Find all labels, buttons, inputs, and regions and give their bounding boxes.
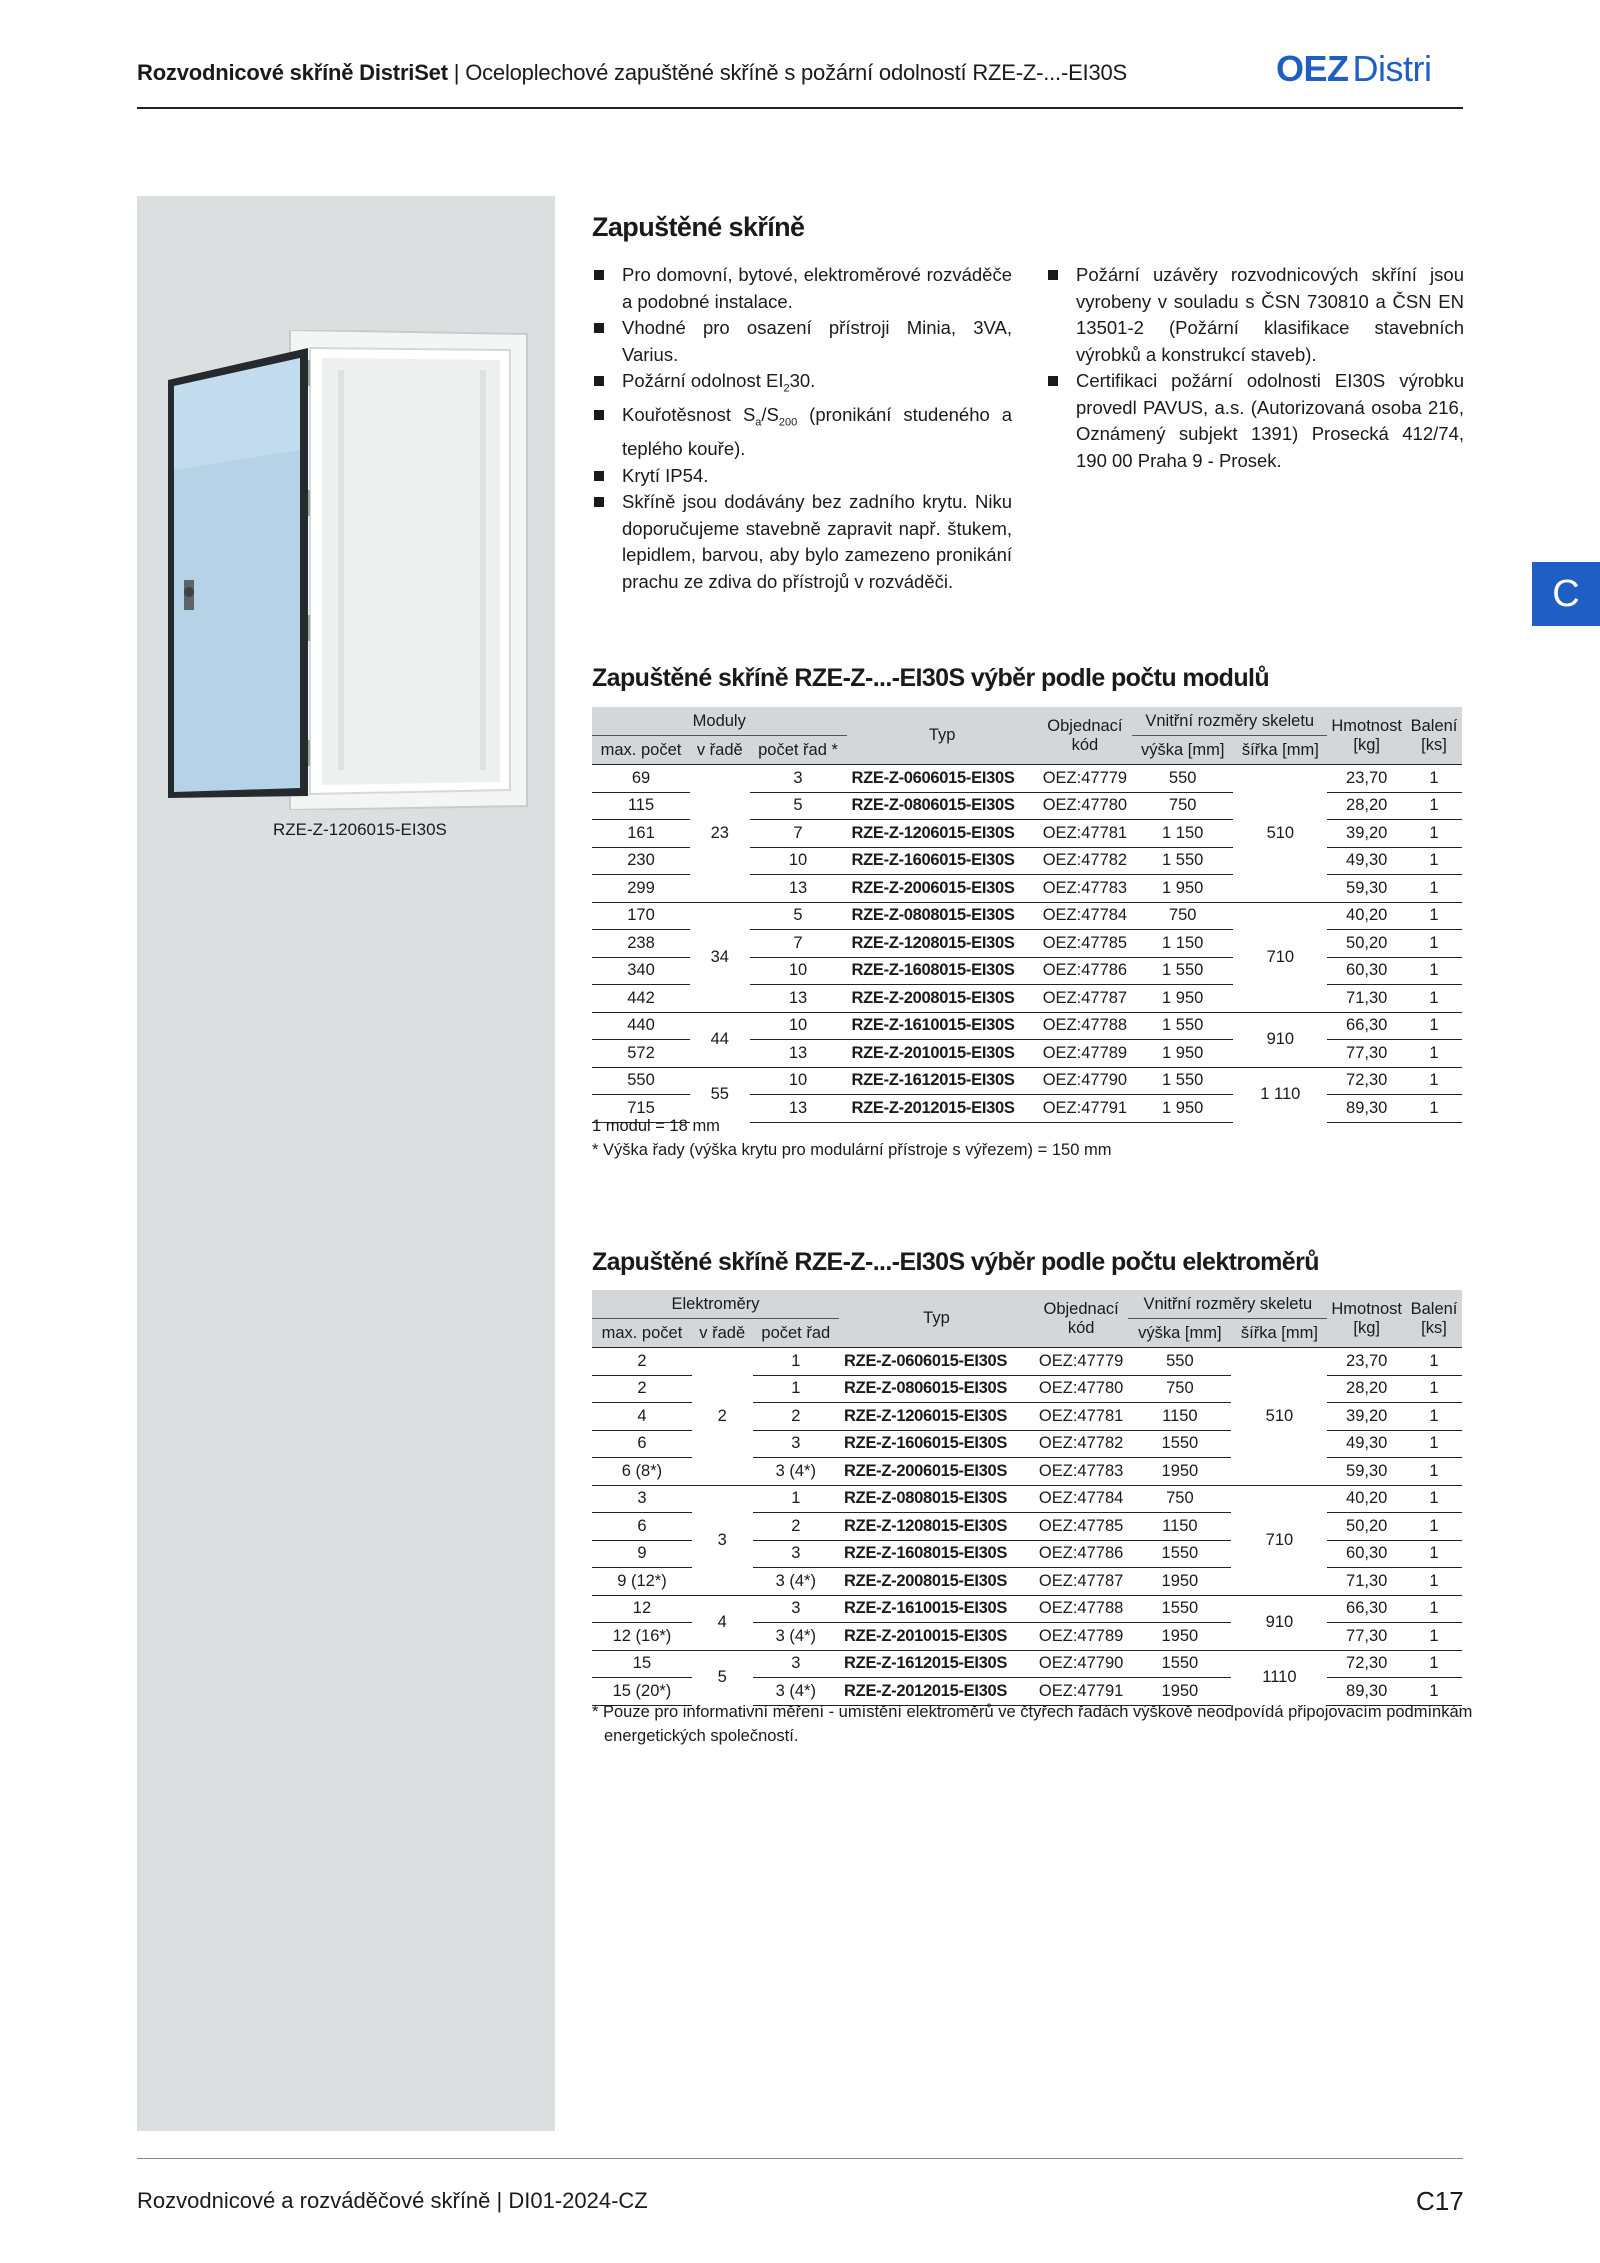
page-header <box>137 60 1127 86</box>
logo-main: OEZ <box>1276 48 1349 89</box>
cabinet-image <box>162 330 532 810</box>
cell-max-count: 4 <box>592 1403 692 1431</box>
cell-row-count: 1 <box>753 1485 839 1513</box>
cell-weight: 28,20 <box>1327 1375 1406 1403</box>
cell-package: 1 <box>1406 792 1462 820</box>
cell-per-row: 5 <box>692 1650 753 1705</box>
bullet-item: Krytí IP54. <box>592 463 1012 490</box>
cell-row-count: 13 <box>750 985 847 1013</box>
cell-row-count: 13 <box>750 1040 847 1068</box>
cell-order-code: OEZ:47785 <box>1038 930 1132 958</box>
cell-order-code: OEZ:47786 <box>1038 957 1132 985</box>
cell-height: 1 150 <box>1132 930 1233 958</box>
cell-height: 1550 <box>1128 1430 1231 1458</box>
cell-max-count: 69 <box>592 765 690 793</box>
cell-row-count: 13 <box>750 875 847 903</box>
cell-weight: 50,20 <box>1327 1513 1406 1541</box>
cell-height: 1150 <box>1128 1513 1231 1541</box>
cell-order-code: OEZ:47788 <box>1038 1012 1132 1040</box>
cell-type: RZE-Z-1208015-EI30S <box>839 1513 1034 1541</box>
cell-order-code: OEZ:47780 <box>1038 792 1132 820</box>
cell-weight: 59,30 <box>1327 1458 1406 1486</box>
cell-weight: 72,30 <box>1327 1650 1406 1678</box>
cell-package: 1 <box>1406 875 1462 903</box>
cell-weight: 28,20 <box>1327 792 1406 820</box>
cell-max-count: 12 <box>592 1595 692 1623</box>
header-row-count: počet řad * <box>750 736 847 765</box>
header-order-code: Objednací kód <box>1034 1290 1128 1348</box>
cell-weight: 23,70 <box>1327 765 1406 793</box>
cell-row-count: 3 <box>750 765 847 793</box>
cell-height: 1 550 <box>1132 957 1233 985</box>
cell-max-count: 170 <box>592 902 690 930</box>
header-max-count: max. počet <box>592 736 690 765</box>
cell-order-code: OEZ:47788 <box>1034 1595 1128 1623</box>
cell-type: RZE-Z-0606015-EI30S <box>839 1348 1034 1376</box>
bullet-item: Pro domovní, bytové, elektroměrové rozváděče a podobné instalace. <box>592 262 1012 315</box>
cell-max-count: 6 <box>592 1430 692 1458</box>
cell-weight: 66,30 <box>1327 1595 1406 1623</box>
cell-order-code: OEZ:47790 <box>1034 1650 1128 1678</box>
cell-type: RZE-Z-2012015-EI30S <box>847 1095 1038 1123</box>
bullet-item: Certifikaci požární odolnosti EI30S výrobku provedl PAVUS, a.s. (Autorizovaná osoba 216, Oznámený subjekt 1391) Prosecká 412/74, 190 00 Praha 9 - Prosek. <box>1046 368 1464 474</box>
oez-distri-logo <box>1276 48 1432 90</box>
cell-package: 1 <box>1406 1403 1462 1431</box>
cell-row-count: 3 (4*) <box>753 1623 839 1651</box>
cell-per-row: 55 <box>690 1067 750 1122</box>
header-weight: Hmotnost [kg] <box>1327 707 1406 765</box>
cell-width: 1 110 <box>1233 1067 1327 1122</box>
cell-width: 510 <box>1231 1348 1327 1486</box>
cell-height: 1 550 <box>1132 1012 1233 1040</box>
smoke-suffix: (pronikání studeného a teplého kouře). <box>622 404 1012 460</box>
header-row-count: počet řad <box>753 1319 839 1348</box>
fire-suffix: 30. <box>789 370 816 391</box>
cell-type: RZE-Z-1612015-EI30S <box>839 1650 1034 1678</box>
cell-height: 1550 <box>1128 1595 1231 1623</box>
table-row <box>592 1650 1462 1678</box>
cell-max-count: 442 <box>592 985 690 1013</box>
cell-row-count: 3 (4*) <box>753 1458 839 1486</box>
intro-bullets-right <box>1046 262 1464 474</box>
cell-max-count: 550 <box>592 1067 690 1095</box>
cell-max-count: 572 <box>592 1040 690 1068</box>
cell-order-code: OEZ:47784 <box>1034 1485 1128 1513</box>
cell-max-count: 2 <box>592 1348 692 1376</box>
intro-bullets-left <box>592 262 1012 595</box>
table-row <box>592 902 1462 930</box>
table1-title: Zapuštěné skříně RZE-Z-...-EI30S výběr podle počtu modulů <box>592 664 1270 692</box>
cell-type: RZE-Z-2006015-EI30S <box>847 875 1038 903</box>
cell-type: RZE-Z-0808015-EI30S <box>847 902 1038 930</box>
cell-package: 1 <box>1406 1348 1462 1376</box>
header-series: Rozvodnicové skříně DistriSet <box>137 60 448 85</box>
cell-type: RZE-Z-0606015-EI30S <box>847 765 1038 793</box>
cell-max-count: 340 <box>592 957 690 985</box>
cell-row-count: 2 <box>753 1513 839 1541</box>
cell-max-count: 115 <box>592 792 690 820</box>
smoke-sub-a: a <box>755 416 762 429</box>
cell-row-count: 2 <box>753 1403 839 1431</box>
cell-type: RZE-Z-2006015-EI30S <box>839 1458 1034 1486</box>
cell-package: 1 <box>1406 985 1462 1013</box>
cell-height: 550 <box>1132 765 1233 793</box>
cell-package: 1 <box>1406 1458 1462 1486</box>
cell-row-count: 7 <box>750 930 847 958</box>
table-note: energetických společností. <box>604 1727 799 1745</box>
cell-type: RZE-Z-0808015-EI30S <box>839 1485 1034 1513</box>
cell-weight: 89,30 <box>1327 1095 1406 1123</box>
header-per-row: v řadě <box>690 736 750 765</box>
cell-weight: 40,20 <box>1327 1485 1406 1513</box>
cell-order-code: OEZ:47782 <box>1034 1430 1128 1458</box>
cell-order-code: OEZ:47787 <box>1034 1568 1128 1596</box>
cell-order-code: OEZ:47779 <box>1038 765 1132 793</box>
cell-height: 1 950 <box>1132 1095 1233 1123</box>
cell-package: 1 <box>1406 902 1462 930</box>
table-row <box>592 765 1462 793</box>
footer-text: Rozvodnicové a rozváděčové skříně | DI01-2024-CZ <box>137 2188 648 2213</box>
cell-type: RZE-Z-1206015-EI30S <box>847 820 1038 848</box>
cell-weight: 77,30 <box>1327 1623 1406 1651</box>
cell-per-row: 2 <box>692 1348 753 1486</box>
fire-sub: 2 <box>783 382 790 395</box>
cell-height: 750 <box>1128 1375 1231 1403</box>
cell-type: RZE-Z-1606015-EI30S <box>847 847 1038 875</box>
cell-package: 1 <box>1406 1012 1462 1040</box>
cell-weight: 40,20 <box>1327 902 1406 930</box>
cell-height: 1 950 <box>1132 1040 1233 1068</box>
cell-package: 1 <box>1406 957 1462 985</box>
cell-row-count: 3 <box>753 1595 839 1623</box>
cell-order-code: OEZ:47783 <box>1034 1458 1128 1486</box>
cell-package: 1 <box>1406 1375 1462 1403</box>
cell-weight: 39,20 <box>1327 820 1406 848</box>
cell-type: RZE-Z-1610015-EI30S <box>839 1595 1034 1623</box>
cell-height: 1 550 <box>1132 1067 1233 1095</box>
header-weight: Hmotnost [kg] <box>1327 1290 1406 1348</box>
table-row <box>592 1485 1462 1513</box>
cell-order-code: OEZ:47781 <box>1038 820 1132 848</box>
cell-weight: 71,30 <box>1327 985 1406 1013</box>
header-type: Typ <box>839 1290 1034 1348</box>
cell-order-code: OEZ:47791 <box>1034 1678 1128 1706</box>
table1-notes <box>592 1114 1111 1162</box>
cell-package: 1 <box>1406 1513 1462 1541</box>
cell-height: 750 <box>1128 1485 1231 1513</box>
cell-weight: 71,30 <box>1327 1568 1406 1596</box>
cell-row-count: 1 <box>753 1348 839 1376</box>
cell-height: 1 550 <box>1132 847 1233 875</box>
bullet-item-smoke <box>592 402 1012 463</box>
cell-per-row: 44 <box>690 1012 750 1067</box>
cell-order-code: OEZ:47785 <box>1034 1513 1128 1541</box>
cell-height: 1 950 <box>1132 985 1233 1013</box>
cell-row-count: 3 (4*) <box>753 1568 839 1596</box>
cell-max-count: 3 <box>592 1485 692 1513</box>
cell-max-count: 6 <box>592 1513 692 1541</box>
cell-order-code: OEZ:47780 <box>1034 1375 1128 1403</box>
cell-max-count: 15 <box>592 1650 692 1678</box>
cell-max-count: 15 (20*) <box>592 1678 692 1706</box>
cell-order-code: OEZ:47779 <box>1034 1348 1128 1376</box>
cell-height: 1550 <box>1128 1650 1231 1678</box>
cell-width: 710 <box>1231 1485 1327 1595</box>
header-height: výška [mm] <box>1128 1319 1231 1348</box>
cell-weight: 59,30 <box>1327 875 1406 903</box>
image-caption: RZE-Z-1206015-EI30S <box>273 820 447 839</box>
cell-row-count: 5 <box>750 902 847 930</box>
cell-max-count: 440 <box>592 1012 690 1040</box>
cell-type: RZE-Z-2010015-EI30S <box>839 1623 1034 1651</box>
footer-divider <box>137 2158 1463 2159</box>
cell-type: RZE-Z-2008015-EI30S <box>839 1568 1034 1596</box>
logo-sub: Distri <box>1352 48 1432 89</box>
table-note: 1 modul = 18 mm <box>592 1117 720 1135</box>
cell-weight: 60,30 <box>1327 1540 1406 1568</box>
cell-weight: 77,30 <box>1327 1040 1406 1068</box>
cell-order-code: OEZ:47782 <box>1038 847 1132 875</box>
cell-width: 710 <box>1233 902 1327 1012</box>
cell-row-count: 7 <box>750 820 847 848</box>
cell-height: 1150 <box>1128 1403 1231 1431</box>
cell-package: 1 <box>1406 930 1462 958</box>
header-divider <box>137 107 1463 109</box>
cell-package: 1 <box>1406 1540 1462 1568</box>
cell-package: 1 <box>1406 1650 1462 1678</box>
cell-type: RZE-Z-1606015-EI30S <box>839 1430 1034 1458</box>
table-row <box>592 1595 1462 1623</box>
cell-weight: 49,30 <box>1327 847 1406 875</box>
cell-per-row: 23 <box>690 765 750 903</box>
cell-package: 1 <box>1406 1595 1462 1623</box>
cell-order-code: OEZ:47783 <box>1038 875 1132 903</box>
cell-height: 1 950 <box>1132 875 1233 903</box>
cell-weight: 89,30 <box>1327 1678 1406 1706</box>
cell-type: RZE-Z-1608015-EI30S <box>847 957 1038 985</box>
fire-prefix: Požární odolnost EI <box>622 370 784 391</box>
header-dimensions: Vnitřní rozměry skeletu <box>1132 707 1327 736</box>
header-order-code: Objednací kód <box>1038 707 1132 765</box>
cell-package: 1 <box>1406 1623 1462 1651</box>
cell-height: 1950 <box>1128 1458 1231 1486</box>
cell-height: 1550 <box>1128 1540 1231 1568</box>
cell-type: RZE-Z-0806015-EI30S <box>839 1375 1034 1403</box>
header-group: Moduly <box>592 707 847 736</box>
cell-row-count: 3 <box>753 1430 839 1458</box>
cell-max-count: 161 <box>592 820 690 848</box>
cell-type: RZE-Z-1206015-EI30S <box>839 1403 1034 1431</box>
cell-type: RZE-Z-2008015-EI30S <box>847 985 1038 1013</box>
bullet-item: Vhodné pro osazení přístroji Minia, 3VA, Varius. <box>592 315 1012 368</box>
cell-width: 910 <box>1231 1595 1327 1650</box>
cell-row-count: 3 (4*) <box>753 1678 839 1706</box>
cell-weight: 23,70 <box>1327 1348 1406 1376</box>
page-number: C17 <box>1416 2186 1464 2216</box>
table-row <box>592 1348 1462 1376</box>
cell-package: 1 <box>1406 1485 1462 1513</box>
cell-row-count: 10 <box>750 847 847 875</box>
table2-notes <box>592 1700 1472 1748</box>
modules-table <box>592 707 1462 1123</box>
smoke-mid: /S <box>761 404 779 426</box>
cell-max-count: 238 <box>592 930 690 958</box>
cell-package: 1 <box>1406 1430 1462 1458</box>
cell-type: RZE-Z-2012015-EI30S <box>839 1678 1034 1706</box>
cell-max-count: 6 (8*) <box>592 1458 692 1486</box>
cell-row-count: 13 <box>750 1095 847 1123</box>
cell-type: RZE-Z-0806015-EI30S <box>847 792 1038 820</box>
cell-type: RZE-Z-1610015-EI30S <box>847 1012 1038 1040</box>
cell-package: 1 <box>1406 820 1462 848</box>
cell-width: 910 <box>1233 1012 1327 1067</box>
cell-max-count: 715 <box>592 1095 690 1123</box>
cell-per-row: 34 <box>690 902 750 1012</box>
cell-weight: 50,20 <box>1327 930 1406 958</box>
table2-title: Zapuštěné skříně RZE-Z-...-EI30S výběr podle počtu elektroměrů <box>592 1248 1319 1276</box>
smoke-prefix: Kouřotěsnost S <box>622 404 756 426</box>
cell-type: RZE-Z-2010015-EI30S <box>847 1040 1038 1068</box>
cell-max-count: 12 (16*) <box>592 1623 692 1651</box>
cell-order-code: OEZ:47787 <box>1038 985 1132 1013</box>
header-height: výška [mm] <box>1132 736 1233 765</box>
header-width: šířka [mm] <box>1233 736 1327 765</box>
cell-row-count: 3 <box>753 1650 839 1678</box>
header-max-count: max. počet <box>592 1319 692 1348</box>
cell-height: 1950 <box>1128 1568 1231 1596</box>
cell-width: 1110 <box>1231 1650 1327 1705</box>
cell-weight: 49,30 <box>1327 1430 1406 1458</box>
bullet-item: Skříně jsou dodávány bez zadního krytu. Niku doporučujeme stavebně zapravit např. štukem, lepidlem, barvou, aby bylo zamezeno pronikání prachu ze zdiva do přístrojů v rozváděči. <box>592 489 1012 595</box>
cell-package: 1 <box>1406 1095 1462 1123</box>
cell-width: 510 <box>1233 765 1327 903</box>
cell-order-code: OEZ:47789 <box>1034 1623 1128 1651</box>
cell-weight: 60,30 <box>1327 957 1406 985</box>
cell-height: 750 <box>1132 902 1233 930</box>
cell-order-code: OEZ:47789 <box>1038 1040 1132 1068</box>
cell-type: RZE-Z-1208015-EI30S <box>847 930 1038 958</box>
cell-package: 1 <box>1406 765 1462 793</box>
cell-order-code: OEZ:47791 <box>1038 1095 1132 1123</box>
cell-height: 750 <box>1132 792 1233 820</box>
header-width: šířka [mm] <box>1231 1319 1327 1348</box>
cell-row-count: 3 <box>753 1540 839 1568</box>
header-package: Balení [ks] <box>1406 1290 1462 1348</box>
cell-order-code: OEZ:47790 <box>1038 1067 1132 1095</box>
cell-max-count: 230 <box>592 847 690 875</box>
cell-package: 1 <box>1406 1678 1462 1706</box>
cell-height: 1950 <box>1128 1678 1231 1706</box>
cell-max-count: 9 <box>592 1540 692 1568</box>
cell-row-count: 10 <box>750 1012 847 1040</box>
cell-package: 1 <box>1406 1568 1462 1596</box>
header-group: Elektroměry <box>592 1290 839 1319</box>
cell-row-count: 1 <box>753 1375 839 1403</box>
meters-table <box>592 1290 1462 1706</box>
cell-weight: 39,20 <box>1327 1403 1406 1431</box>
cell-package: 1 <box>1406 1067 1462 1095</box>
cell-order-code: OEZ:47784 <box>1038 902 1132 930</box>
header-per-row: v řadě <box>692 1319 753 1348</box>
cell-order-code: OEZ:47781 <box>1034 1403 1128 1431</box>
table-row <box>592 1012 1462 1040</box>
table-note: * Pouze pro informativní měření - umístění elektroměrů ve čtyřech řadách výškově neodpovídá připojovacím podmínkám <box>592 1703 1473 1721</box>
header-subtitle: | Oceloplechové zapuštěné skříně s požární odolností RZE-Z-...-EI30S <box>453 60 1128 85</box>
cell-max-count: 2 <box>592 1375 692 1403</box>
header-dimensions: Vnitřní rozměry skeletu <box>1128 1290 1327 1319</box>
cell-package: 1 <box>1406 1040 1462 1068</box>
section-tab-c[interactable]: C <box>1532 562 1600 626</box>
cell-max-count: 9 (12*) <box>592 1568 692 1596</box>
cell-package: 1 <box>1406 847 1462 875</box>
cell-weight: 72,30 <box>1327 1067 1406 1095</box>
header-package: Balení [ks] <box>1406 707 1462 765</box>
cell-height: 1950 <box>1128 1623 1231 1651</box>
cell-row-count: 5 <box>750 792 847 820</box>
cell-row-count: 10 <box>750 957 847 985</box>
smoke-sub-200: 200 <box>778 416 798 429</box>
table-note: * Výška řady (výška krytu pro modulární přístroje s výřezem) = 150 mm <box>592 1141 1112 1159</box>
cell-height: 550 <box>1128 1348 1231 1376</box>
cell-order-code: OEZ:47786 <box>1034 1540 1128 1568</box>
bullet-item-fire-resistance <box>592 368 1012 402</box>
cell-height: 1 150 <box>1132 820 1233 848</box>
cell-type: RZE-Z-1608015-EI30S <box>839 1540 1034 1568</box>
header-type: Typ <box>847 707 1038 765</box>
cell-per-row: 4 <box>692 1595 753 1650</box>
bullet-item: Požární uzávěry rozvodnicových skříní jsou vyrobeny v souladu s ČSN 730810 a ČSN EN 13501-2 (Požární klasifikace stavebních výrobků a konstrukcí staveb). <box>1046 262 1464 368</box>
cell-type: RZE-Z-1612015-EI30S <box>847 1067 1038 1095</box>
cell-max-count: 299 <box>592 875 690 903</box>
cell-per-row: 3 <box>692 1485 753 1595</box>
cell-weight: 66,30 <box>1327 1012 1406 1040</box>
intro-title: Zapuštěné skříně <box>592 212 805 242</box>
cell-row-count: 10 <box>750 1067 847 1095</box>
table-row <box>592 1067 1462 1095</box>
